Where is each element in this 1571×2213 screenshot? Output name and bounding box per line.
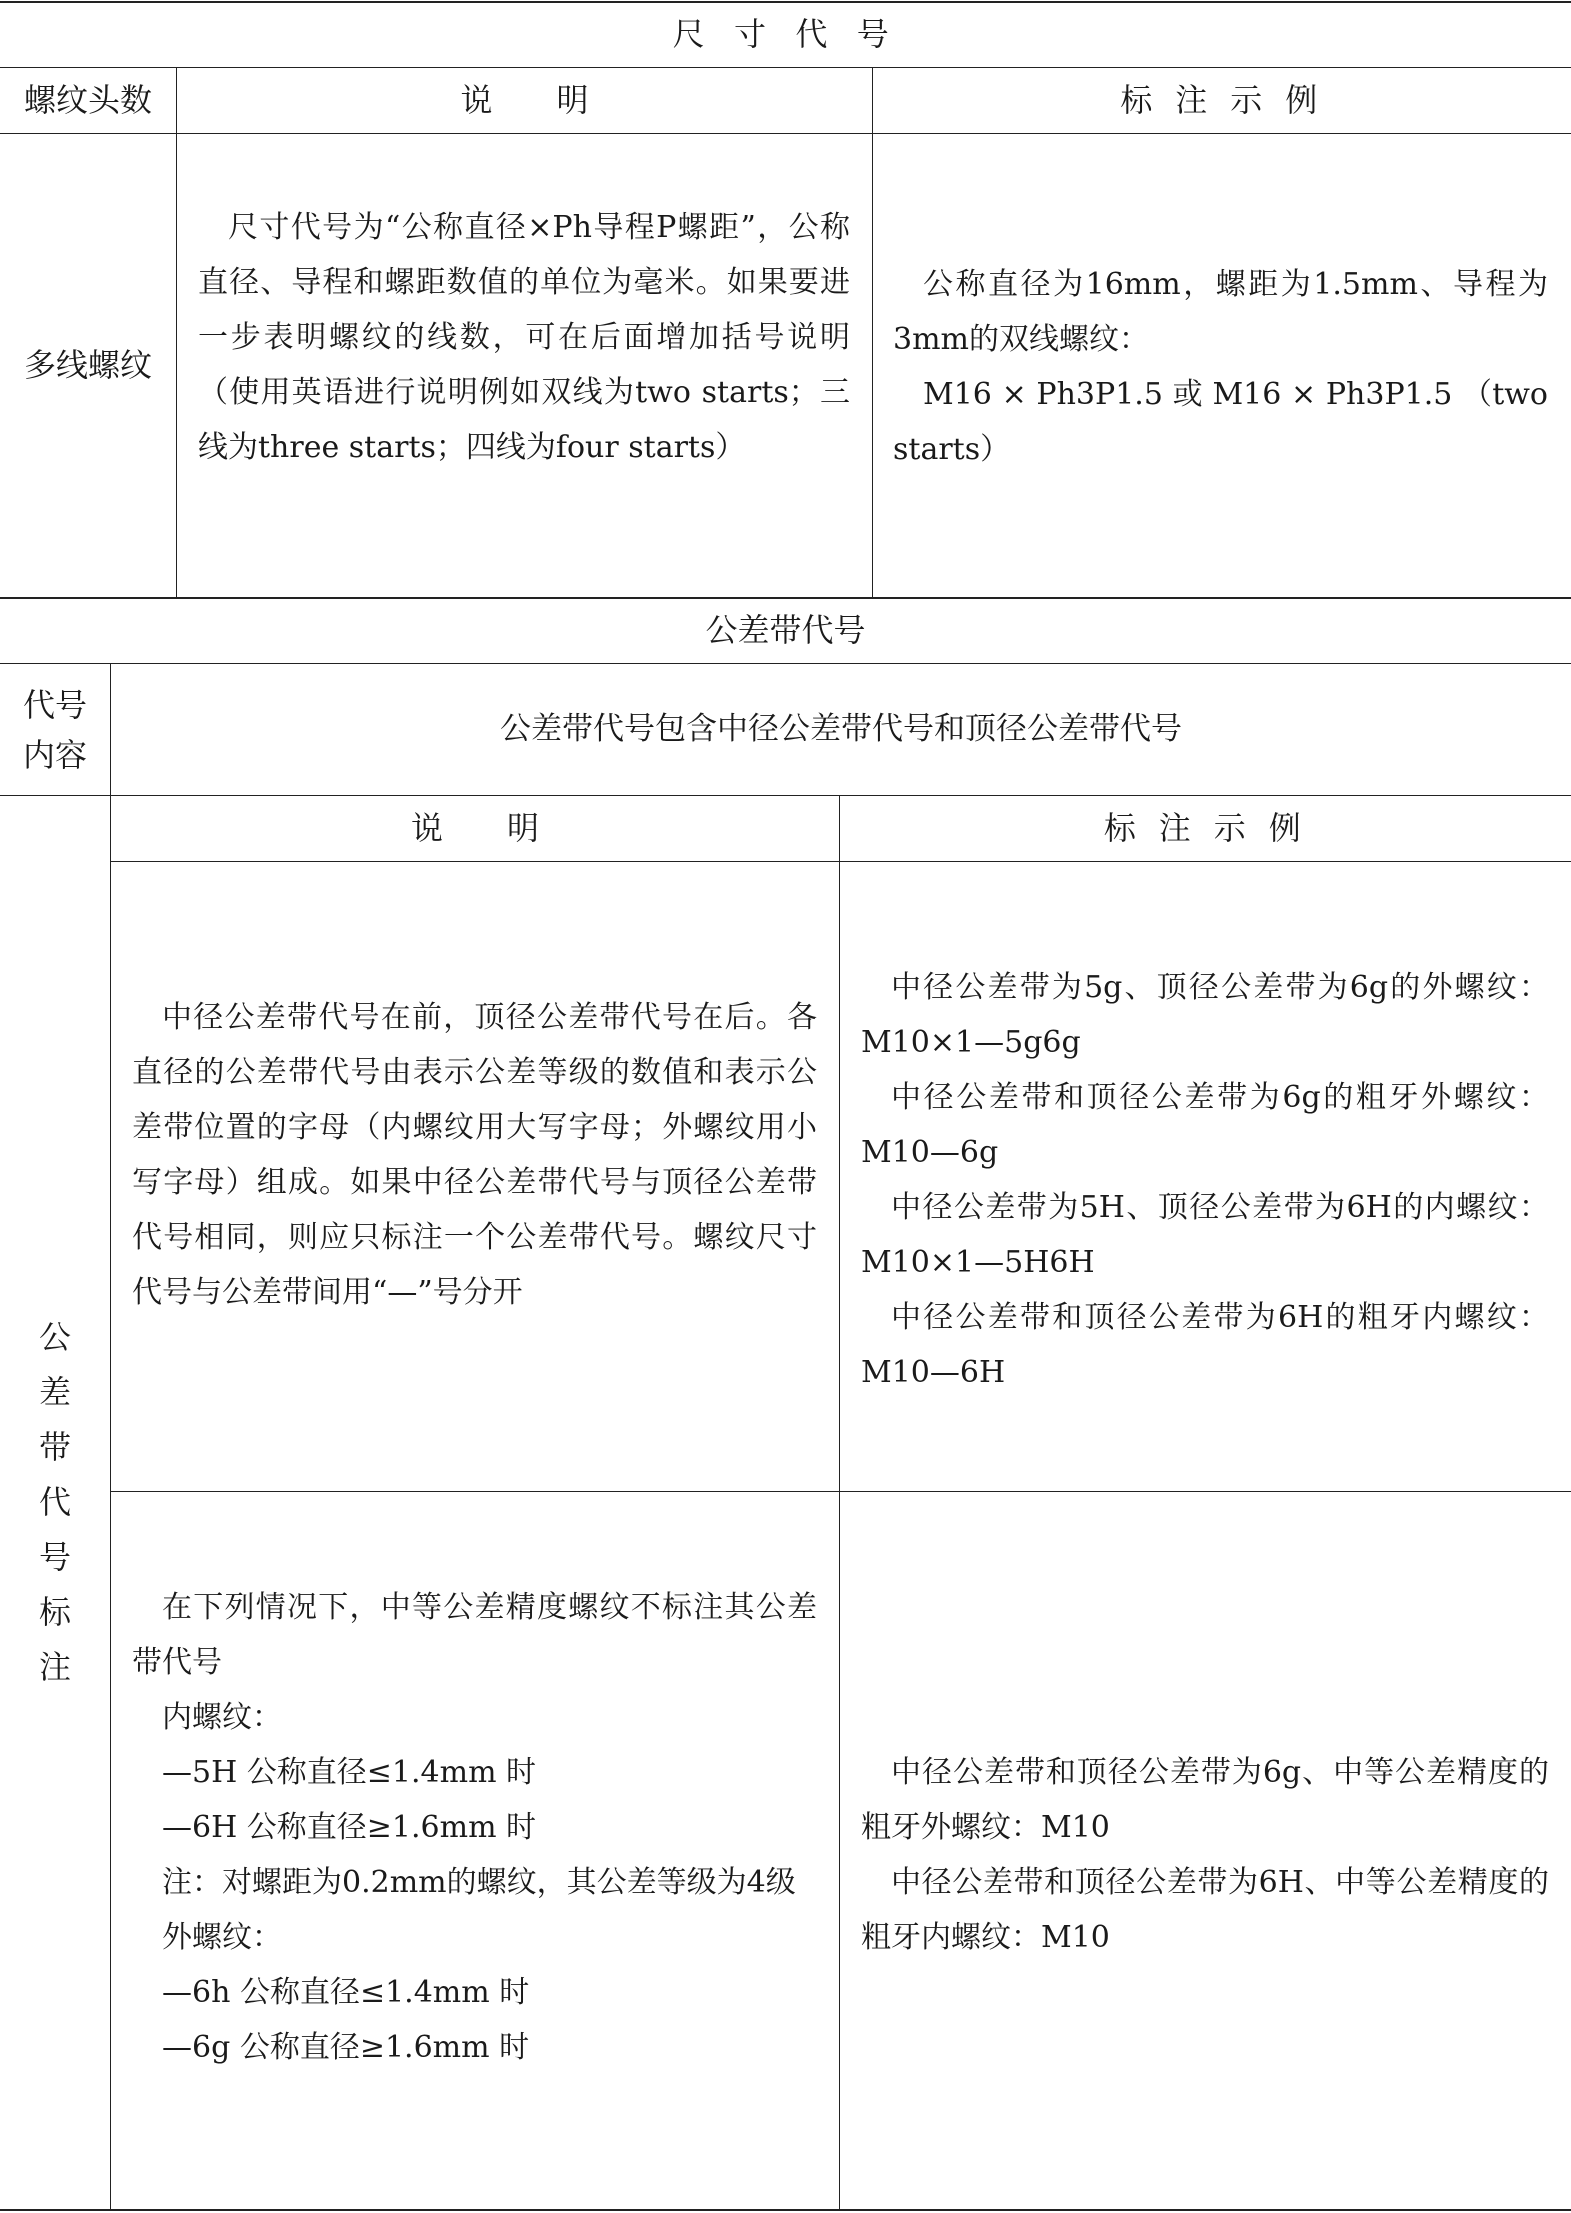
rule-v-sec2-a — [110, 663, 111, 2209]
multistart-example-line-2: M16 × Ph3P1.5 或 M16 × Ph3P1.5 （two starts） — [893, 377, 1548, 467]
tol-row1-example-3: 中径公差带为5H、顶径公差带为6H的内螺纹：M10×1—5H6H — [861, 1190, 1549, 1280]
tol-col-head-example: 标 注 示 例 — [1103, 809, 1308, 848]
side-char-7: 注 — [38, 1648, 71, 1686]
rule-under-heads — [0, 133, 1571, 134]
tol-row2-example-2: 中径公差带和顶径公差带为6H、中等公差精度的粗牙内螺纹：M10 — [861, 1865, 1549, 1955]
multistart-description — [198, 200, 850, 475]
content-label — [0, 664, 110, 795]
content-label-line-2: 内容 — [22, 735, 87, 774]
col-head-example: 标 注 示 例 — [1120, 81, 1324, 120]
tol-row2-internal-label: 内螺纹： — [162, 1700, 282, 1735]
section1-title: 尺 寸 代 号 — [672, 15, 899, 54]
side-char-3: 带 — [38, 1428, 71, 1466]
side-char-6: 标 — [38, 1593, 71, 1631]
col-head-description: 说 明 — [460, 81, 589, 120]
tol-row2-examples — [861, 1745, 1549, 1965]
tol-row1-example-4: 中径公差带和顶径公差带为6H的粗牙内螺纹：M10—6H — [861, 1300, 1549, 1390]
tol-row1-description — [132, 990, 817, 1320]
tolerance-side-label — [0, 796, 110, 2209]
side-char-4: 代 — [38, 1483, 71, 1521]
side-char-5: 号 — [38, 1538, 71, 1576]
tol-row1-examples — [861, 960, 1549, 1400]
tol-row2-description — [132, 1580, 817, 2075]
tol-row2-external-2: —6g 公称直径≥1.6mm 时 — [162, 2030, 530, 2065]
section2-title: 公差带代号 — [705, 611, 866, 650]
content-label-line-1: 代号 — [22, 685, 87, 724]
tol-col-head-description: 说 明 — [410, 809, 539, 848]
tol-row2-note: 注：对螺距为0.2mm的螺纹，其公差等级为4级 — [162, 1865, 796, 1900]
multistart-description-text: 尺寸代号为“公称直径×Ph导程P螺距”，公称直径、导程和螺距数值的单位为毫米。如果要进一步表明螺纹的线数，可在后面增加括号说明（使用英语进行说明例如双线为two starts；三线为three starts；四线为four starts） — [198, 210, 850, 465]
multistart-example-line-1: 公称直径为16mm，螺距为1.5mm、导程为3mm的双线螺纹： — [893, 267, 1548, 357]
rule-row-divider — [110, 1491, 1571, 1492]
rule-v-sec1-a — [176, 67, 177, 597]
tol-row1-description-text: 中径公差带代号在前，顶径公差带代号在后。各直径的公差带代号由表示公差等级的数值和表示公差带位置的字母（内螺纹用大写字母；外螺纹用小写字母）组成。如果中径公差带代号与顶径公差带代号相同，则应只标注一个公差带代号。螺纹尺寸代号与公差带间用“—”号分开 — [132, 1000, 817, 1310]
content-text: 公差带代号包含中径公差带代号和顶径公差带代号 — [500, 710, 1182, 747]
tol-row2-internal-1: —5H 公称直径≤1.4mm 时 — [162, 1755, 537, 1790]
tol-row2-external-1: —6h 公称直径≤1.4mm 时 — [162, 1975, 530, 2010]
tol-row2-external-label: 外螺纹： — [162, 1920, 282, 1955]
rule-bottom — [0, 2209, 1571, 2211]
col-head-thread-starts: 螺纹头数 — [23, 81, 152, 120]
tol-row1-example-2: 中径公差带和顶径公差带为6g的粗牙外螺纹：M10—6g — [861, 1080, 1549, 1170]
side-char-1: 公 — [38, 1318, 71, 1356]
rule-under-tol-heads — [110, 861, 1571, 862]
rule-v-sec2-b — [839, 795, 840, 2209]
multistart-example — [893, 257, 1548, 477]
row-label-multistart: 多线螺纹 — [23, 346, 152, 385]
tol-row2-intro: 在下列情况下，中等公差精度螺纹不标注其公差带代号 — [132, 1590, 817, 1680]
tol-row2-example-1: 中径公差带和顶径公差带为6g、中等公差精度的粗牙外螺纹：M10 — [861, 1755, 1549, 1845]
rule-v-sec1-b — [872, 67, 873, 597]
tol-row1-example-1: 中径公差带为5g、顶径公差带为6g的外螺纹：M10×1—5g6g — [861, 970, 1549, 1060]
side-char-2: 差 — [38, 1373, 71, 1411]
tol-row2-internal-2: —6H 公称直径≥1.6mm 时 — [162, 1810, 537, 1845]
